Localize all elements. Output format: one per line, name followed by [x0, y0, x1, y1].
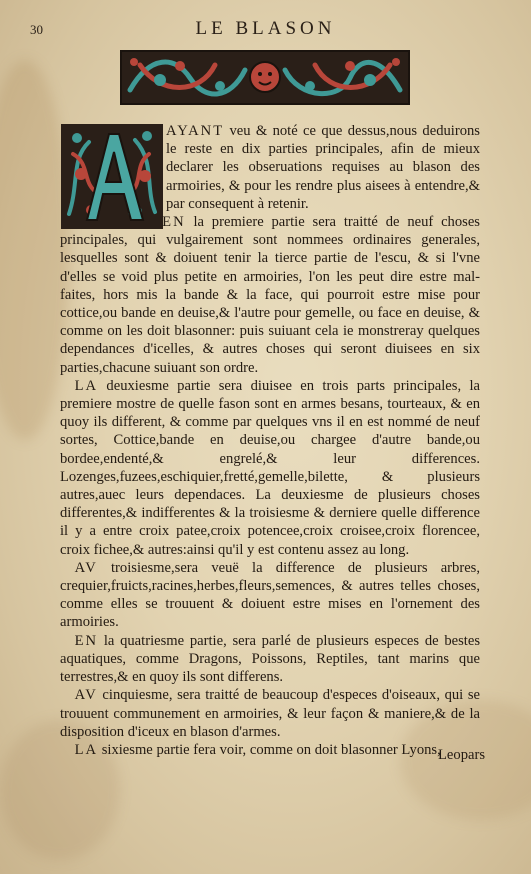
paragraph-1	[60, 122, 480, 213]
paragraph-lead: AV	[74, 559, 98, 576]
paragraph-lead: AYANT	[166, 123, 225, 139]
body-text	[60, 122, 480, 759]
paragraph-text: la quatriesme partie, sera parlé de plusieurs especes de bestes aquatiques, comme Dragons, Poissons, Reptiles, tant marins que terrestres,& en quoy ils sont differens.	[60, 632, 480, 686]
paragraph-lead: EN	[74, 632, 99, 649]
paragraph-text: veu & noté ce que dessus,nous deduirons le reste en dix parties principales, afin de mieux declarer les obseruations requises au blason des armoiries, & pour les rendre plus aisees à entendre,& par consequent à retenir.	[166, 123, 480, 212]
paragraph-text: cinquiesme, sera traitté de beaucoup d'especes d'oiseaux, qui se trouuent communement en armoiries, & leur façon & maniere,& de la disposition d'iceux en blason d'armes.	[60, 687, 480, 740]
page-number: 30	[30, 22, 43, 37]
paragraph-7	[60, 741, 480, 759]
paragraph-6	[60, 686, 480, 741]
catchword: Leopars	[438, 747, 486, 763]
paragraph-text: deuxiesme partie sera diuisee en trois parts principales, la premiere mostre de quelle fason sont en armes besans, tourteaux, & en quoy ils different, & comme par quelques vns il en est nommé de neuf sortes, Cottice,bande en deuise,ou chargee d'autre bande,ou bordee,endenté,& engrelé,& leur differences. Lozenges,fuzees,eschiquier,fretté,gemelle,bilette, & plusieurs autres,auec leurs dependaces. La deuxiesme de plusieurs choses differentes,& indifferentes & la troisiesme & derniere quelle difference il y a entre croix patee,croix potencee,croix croisee,croix florencee, croix fichee,& autres:ainsi qu'il y est contenu assez au long.	[60, 377, 480, 558]
running-title: LE BLASON	[195, 18, 336, 39]
paragraph-lead: EN	[162, 214, 186, 231]
decorative-headpiece	[120, 50, 410, 105]
paragraph-2	[60, 213, 480, 377]
paragraph-text: troisiesme,sera veuë la difference de plusieurs arbres, crequier,fruicts,racines,herbes,fleurs,semences, & autres telles choses, comme elles se trouuent & doiuent estre mises en l'ornement des armoiries.	[60, 559, 480, 631]
paragraph-text: la premiere partie sera traitté de neuf choses principales, qui vulgairement sont nommees ordinaires generales, lesquelles sont & doiuent tenir la tierce partie de l'escu, & si l'vne d'elles se void plus petite en armoiries, l'on les peut dire estre mal-faites, hors mis la bande & la face, qui pourroit estre mise pour cottice,ou bande en deuise,& l'autre pour gemelle, ou face en deuise, & comme on les doit blasonner: puis suiuant cela ie monstreray quelques dependances d'icelles, & autres choses qui seront diuisees en six parties,chacune suiuant son ordre.	[60, 214, 480, 376]
paragraph-3	[60, 377, 480, 559]
paragraph-lead: AV	[74, 687, 98, 704]
paragraph-4	[60, 559, 480, 632]
paragraph-text: sixiesme partie fera voir, comme on doit blasonner Lyons,	[101, 741, 441, 758]
paragraph-5	[60, 632, 480, 687]
paragraph-lead: LA	[74, 741, 99, 758]
paragraph-lead: LA	[74, 377, 99, 394]
